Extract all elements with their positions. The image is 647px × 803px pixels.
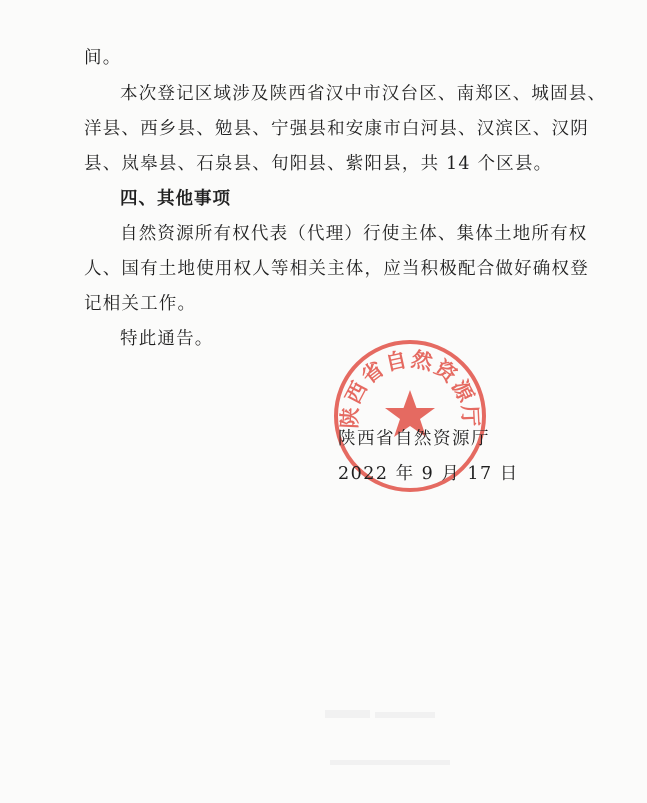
paragraph-line: 洋县、西乡县、勉县、宁强县和安康市白河县、汉滨区、汉阴 <box>84 119 589 139</box>
seal-text: 陕西省自然资源厅 <box>337 346 483 429</box>
section-heading: 四、其他事项 <box>120 189 231 209</box>
closing-text: 特此通告。 <box>120 329 214 349</box>
scan-artifact <box>375 712 435 718</box>
paragraph-line: 本次登记区域涉及陕西省汉中市汉台区、南郑区、城固县、 <box>120 84 607 104</box>
paragraph-line: 自然资源所有权代表（代理）行使主体、集体土地所有权 <box>120 224 588 244</box>
paragraph-line: 县、岚皋县、石泉县、旬阳县、紫阳县，共 14 个区县。 <box>84 154 553 174</box>
scan-artifact <box>325 710 370 718</box>
issue-date: 2022 年 9 月 17 日 <box>338 464 519 484</box>
issuer-name: 陕西省自然资源厅 <box>338 429 490 449</box>
paragraph-line: 人、国有土地使用权人等相关主体，应当积极配合做好确权登 <box>84 259 589 279</box>
paragraph-line: 间。 <box>84 48 122 68</box>
scan-artifact <box>330 760 450 765</box>
paragraph-line: 记相关工作。 <box>84 294 197 314</box>
